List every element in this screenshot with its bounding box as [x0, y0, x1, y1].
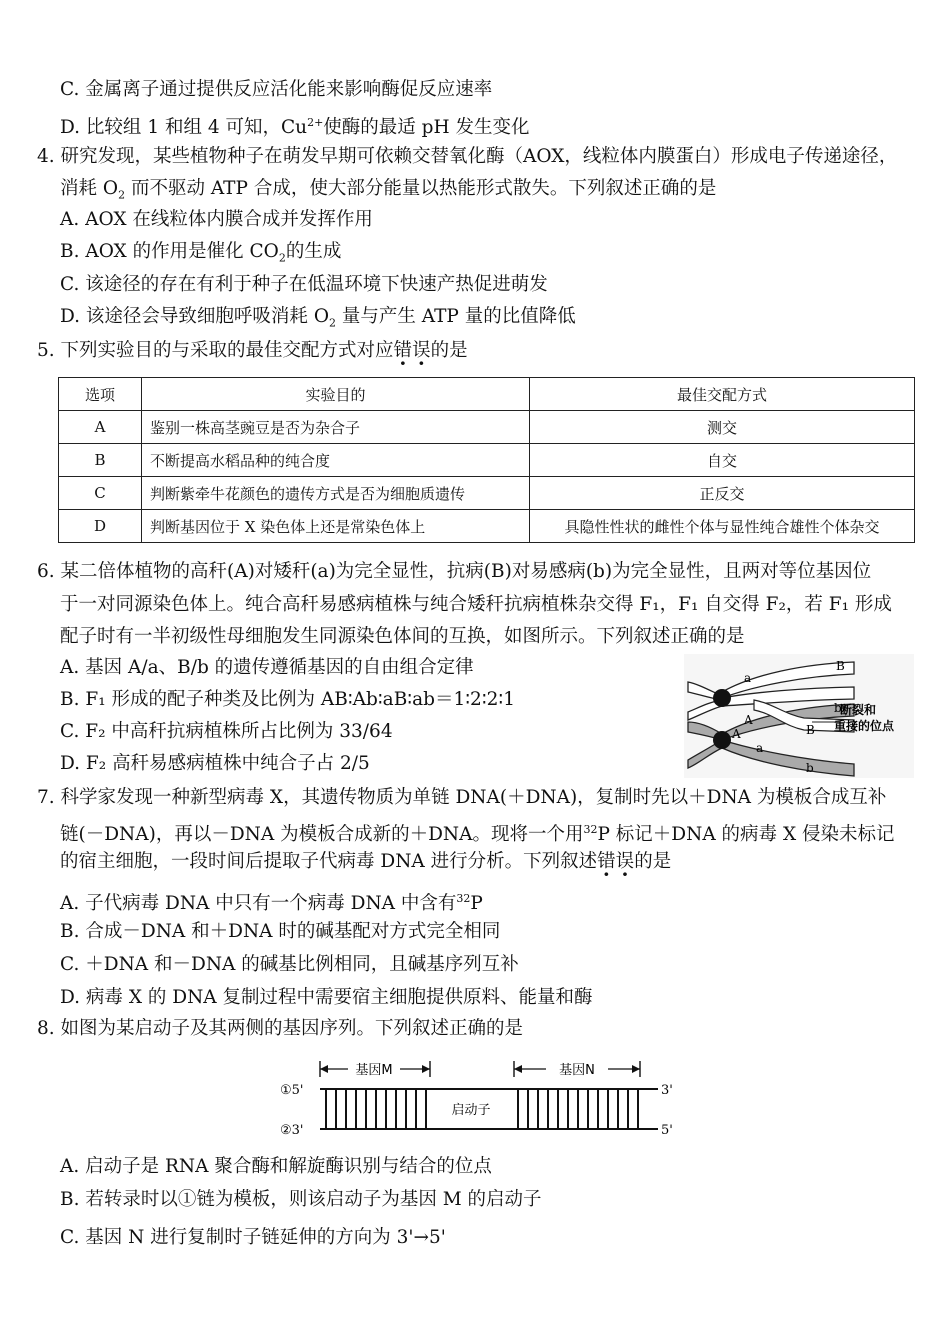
table-header-cell: 实验目的: [142, 378, 530, 411]
q4-stem-line1: 4. 研究发现，某些植物种子在萌发早期可依赖交替氧化酶（AOX，线粒体内膜蛋白）形成电子传递途径，: [37, 146, 898, 167]
table-row: [59, 477, 915, 510]
base-pairs-gene-n: [518, 1089, 638, 1129]
q4-option-c: C. 该途径的存在有利于种子在低温环境下快速产热促进萌发: [60, 274, 548, 295]
table-cell: 不断提高水稻品种的纯合度: [142, 444, 530, 477]
q6-stem-line1: 6. 某二倍体植物的高秆(A)对矮秆(a)为完全显性，抗病(B)对易感病(b)为完全显性，且两对等位基因位: [37, 561, 872, 582]
gene-label: A: [744, 713, 753, 727]
crossover-label-line1: 断裂和: [840, 703, 877, 717]
table-cell: 自交: [530, 444, 915, 477]
q5-stem: 5. 下列实验目的与采取的最佳交配方式对应错误的是: [37, 340, 468, 361]
q6-option-d: D. F₂ 高秆易感病植株中纯合子占 2/5: [60, 753, 370, 774]
table-cell: 正反交: [530, 477, 915, 510]
centromere-upper: [713, 689, 731, 707]
q7-stem-line3: 的宿主细胞，一段时间后提取子代病毒 DNA 进行分析。下列叙述错误的是: [60, 851, 672, 872]
base-pairs-gene-m: [326, 1089, 426, 1129]
centromere-lower: [713, 731, 731, 749]
table-row: [59, 411, 915, 444]
q7-option-a: A. 子代病毒 DNA 中只有一个病毒 DNA 中含有$^{32}$P: [60, 892, 483, 915]
gene-label: B: [836, 659, 845, 673]
q7-option-b: B. 合成－DNA 和＋DNA 时的碱基配对方式完全相同: [60, 921, 501, 942]
table-header-cell: 最佳交配方式: [530, 378, 915, 411]
table-header-row: [59, 378, 915, 411]
table-header-cell: 选项: [59, 378, 142, 411]
table-row: [59, 510, 915, 543]
crossover-figure: [684, 654, 914, 778]
gene-n-arrowhead-left: [514, 1065, 522, 1073]
gene-m-label: 基因M: [355, 1063, 393, 1078]
table-cell: D: [59, 510, 142, 543]
strand-2-left-label: ②3': [280, 1123, 304, 1138]
q7-stem-line2: 链(－DNA)，再以－DNA 为模板合成新的＋DNA。现将一个用$^{32}$P 标记＋DNA 的病毒 X 侵染未标记: [60, 823, 895, 846]
q8-option-a: A. 启动子是 RNA 聚合酶和解旋酶识别与结合的位点: [60, 1156, 492, 1177]
q7-option-c: C. ＋DNA 和－DNA 的碱基比例相同，且碱基序列互补: [60, 954, 519, 975]
q5-table: [58, 377, 915, 543]
gene-n-label: 基因N: [559, 1063, 595, 1078]
gene-label: b: [806, 761, 814, 775]
q4-stem-line2: 消耗 $O_2$ 而不驱动 ATP 合成，使大部分能量以热能形式散失。下列叙述正确的是: [60, 178, 717, 202]
table-cell: 测交: [530, 411, 915, 444]
gene-label: a: [744, 671, 752, 685]
gene-n-arrowhead-right: [632, 1065, 640, 1073]
table-cell: 判断紫牵牛花颜色的遗传方式是否为细胞质遗传: [142, 477, 530, 510]
q8-option-c: C. 基因 N 进行复制时子链延伸的方向为 3'→5': [60, 1227, 446, 1248]
table-cell: A: [59, 411, 142, 444]
promoter-label: 启动子: [451, 1103, 491, 1118]
q7-option-d: D. 病毒 X 的 DNA 复制过程中需要宿主细胞提供原料、能量和酶: [60, 987, 593, 1008]
gene-m-arrowhead-right: [422, 1065, 430, 1073]
q8-stem: 8. 如图为某启动子及其两侧的基因序列。下列叙述正确的是: [37, 1018, 524, 1039]
q4-option-b: B. AOX 的作用是催化 $CO_2$的生成: [60, 241, 342, 265]
table-cell: B: [59, 444, 142, 477]
table-row: [59, 444, 915, 477]
table-cell: 判断基因位于 X 染色体上还是常染色体上: [142, 510, 530, 543]
gene-m-arrowhead-left: [320, 1065, 328, 1073]
table-cell: C: [59, 477, 142, 510]
gene-label: A: [732, 727, 741, 741]
gene-label: B: [806, 723, 815, 737]
q6-option-c: C. F₂ 中高秆抗病植株所占比例为 33/64: [60, 721, 393, 742]
q3-option-c: C. 金属离子通过提供反应活化能来影响酶促反应速率: [60, 79, 493, 100]
q4-option-a: A. AOX 在线粒体内膜合成并发挥作用: [60, 209, 373, 230]
q6-stem-line3: 配子时有一半初级性母细胞发生同源染色体间的互换，如图所示。下列叙述正确的是: [60, 626, 745, 647]
crossover-label-line2: 重接的位点: [834, 719, 895, 733]
q8-option-b: B. 若转录时以①链为模板，则该启动子为基因 M 的启动子: [60, 1189, 542, 1210]
gene-label: b: [834, 701, 842, 715]
q3-option-d: D. 比较组 1 和组 4 可知，$Cu^{2+}$使酶的最适 pH 发生变化: [60, 116, 530, 139]
strand-1-right-label: 3': [661, 1083, 673, 1098]
q6-option-a: A. 基因 A/a、B/b 的遗传遵循基因的自由组合定律: [60, 657, 474, 678]
q6-stem-line2: 于一对同源染色体上。纯合高秆易感病植株与纯合矮秆抗病植株杂交得 F₁，F₁ 自交得 F₂，若 F₁ 形成: [60, 594, 892, 615]
q6-option-b: B. F₁ 形成的配子种类及比例为 AB∶Ab∶aB∶ab＝1∶2∶2∶1: [60, 689, 515, 710]
q4-option-d: D. 该途径会导致细胞呼吸消耗 $O_2$ 量与产生 ATP 量的比值降低: [60, 306, 576, 330]
strand-1-left-label: ①5': [280, 1083, 304, 1098]
q7-stem-line1: 7. 科学家发现一种新型病毒 X，其遗传物质为单链 DNA(＋DNA)，复制时先以＋DNA 为模板合成互补: [37, 787, 887, 808]
promoter-figure: [278, 1055, 673, 1139]
table-cell: 鉴别一株高茎豌豆是否为杂合子: [142, 411, 530, 444]
table-cell: 具隐性性状的雌性个体与显性纯合雄性个体杂交: [530, 510, 915, 543]
gene-label: a: [756, 741, 764, 755]
strand-2-right-label: 5': [661, 1123, 673, 1138]
